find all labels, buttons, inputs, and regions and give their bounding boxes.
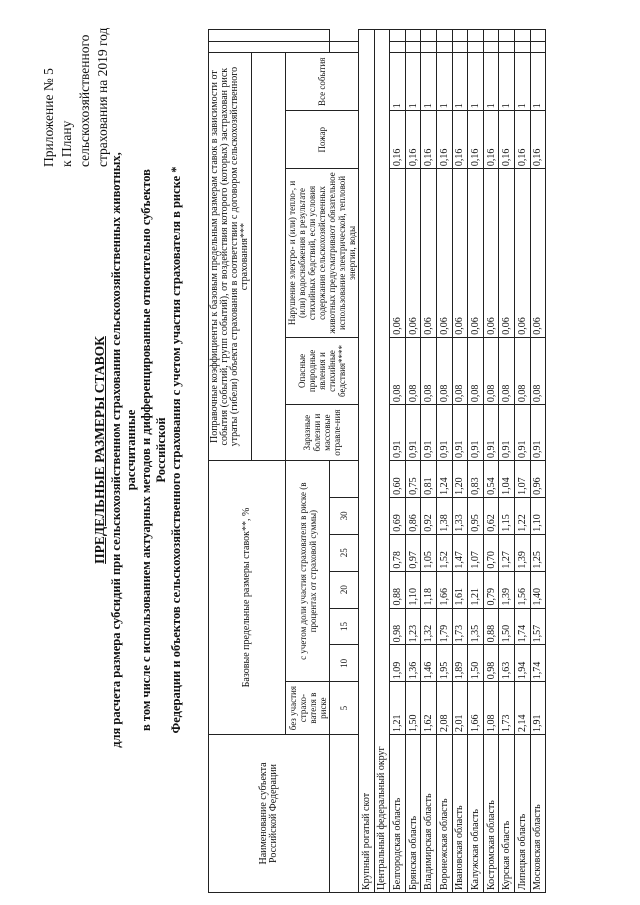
document-title <box>92 140 184 760</box>
cell-s20: 1,07 <box>468 534 484 571</box>
cell-empty <box>452 41 468 53</box>
cell-empty <box>499 30 515 42</box>
cell-s5: 1,94 <box>514 645 530 682</box>
cell-base: 2,14 <box>514 682 530 735</box>
header-fire: Пожар <box>286 111 359 169</box>
cell-base: 1,50 <box>405 682 421 735</box>
cell-s5: 1,74 <box>530 645 546 682</box>
cell-s20: 0,70 <box>483 534 499 571</box>
cell-util: 0,06 <box>436 169 452 338</box>
cell-s15: 1,21 <box>468 571 484 608</box>
cell-s5: 1,46 <box>421 645 437 682</box>
cell-s10: 1,35 <box>468 608 484 645</box>
cell-all: 1 <box>499 53 515 111</box>
cell-dis: 0,91 <box>483 405 499 461</box>
header-without-participation: без участия страхо-вателя в риске <box>286 682 330 735</box>
cell-empty <box>530 41 546 53</box>
cell-s5: 1,50 <box>468 645 484 682</box>
cell-s30: 0,54 <box>483 461 499 498</box>
cell-all: 1 <box>530 53 546 111</box>
cell-s5: 1,09 <box>390 645 406 682</box>
cell-name: Калужская область <box>468 734 484 892</box>
cell-name: Курская область <box>499 734 515 892</box>
table-row <box>483 30 499 893</box>
cell-all: 1 <box>452 53 468 111</box>
title-main: ПРЕДЕЛЬНЫЕ РАЗМЕРЫ СТАВОК <box>92 336 107 564</box>
header-share-25: 25 <box>330 534 359 571</box>
header-extra-2 <box>209 30 330 42</box>
cell-name: Брянская область <box>405 734 421 892</box>
cell-dis: 0,91 <box>530 405 546 461</box>
appendix-line-1: Приложение № 5 <box>41 68 56 167</box>
cell-util: 0,06 <box>468 169 484 338</box>
cell-haz: 0,08 <box>530 337 546 404</box>
cell-haz: 0,08 <box>452 337 468 404</box>
cell-s10: 1,73 <box>452 608 468 645</box>
cell-s10: 1,23 <box>405 608 421 645</box>
cell-empty <box>452 30 468 42</box>
header-extra-1 <box>209 41 330 53</box>
cell-name: Воронежская область <box>436 734 452 892</box>
title-sub-1: для расчета размера субсидий при сельскохозяйственном страховании сельскохозяйственных животных, рассчитанные <box>109 152 138 748</box>
cell-all: 1 <box>483 53 499 111</box>
cell-s25: 1,10 <box>530 497 546 534</box>
cell-s15: 0,79 <box>483 571 499 608</box>
cell-s25: 0,86 <box>405 497 421 534</box>
cell-empty <box>530 30 546 42</box>
cell-s20: 1,25 <box>530 534 546 571</box>
cell-s15: 1,10 <box>405 571 421 608</box>
cell-empty <box>421 30 437 42</box>
title-sub-2: в том числе с использованием актуарных методов и дифференцированные относительно субъектов Российской <box>139 169 168 731</box>
cell-s20: 1,47 <box>452 534 468 571</box>
cell-s10: 1,57 <box>530 608 546 645</box>
cell-s15: 1,61 <box>452 571 468 608</box>
cell-s10: 0,88 <box>483 608 499 645</box>
cell-name: Ивановская область <box>452 734 468 892</box>
cell-s30: 1,04 <box>499 461 515 498</box>
cell-name: Владимирская область <box>421 734 437 892</box>
header-share-15: 15 <box>330 608 359 645</box>
cell-name: Костромская область <box>483 734 499 892</box>
cell-s5: 1,95 <box>436 645 452 682</box>
cell-s10: 1,50 <box>499 608 515 645</box>
cell-util: 0,06 <box>483 169 499 338</box>
cell-empty <box>514 30 530 42</box>
cell-haz: 0,08 <box>390 337 406 404</box>
cell-dis: 0,91 <box>405 405 421 461</box>
cell-haz: 0,08 <box>499 337 515 404</box>
table-row <box>514 30 530 893</box>
cell-haz: 0,08 <box>514 337 530 404</box>
cell-empty <box>405 30 421 42</box>
cell-s20: 1,39 <box>514 534 530 571</box>
cell-s25: 0,62 <box>483 497 499 534</box>
cell-all: 1 <box>514 53 530 111</box>
header-share-10: 10 <box>330 645 359 682</box>
cell-empty <box>436 41 452 53</box>
cell-fire: 0,16 <box>530 111 546 169</box>
cell-s5: 1,89 <box>452 645 468 682</box>
cell-fire: 0,16 <box>468 111 484 169</box>
appendix-line-3: страхования на 2019 год <box>95 27 110 167</box>
table-row <box>390 30 406 893</box>
cell-s25: 1,38 <box>436 497 452 534</box>
header-spacer <box>330 41 359 53</box>
cell-fire: 0,16 <box>514 111 530 169</box>
cell-s5: 1,63 <box>499 645 515 682</box>
cell-s15: 1,18 <box>421 571 437 608</box>
cell-util: 0,06 <box>499 169 515 338</box>
cell-empty <box>436 30 452 42</box>
cell-fire: 0,16 <box>499 111 515 169</box>
cell-dis: 0,91 <box>421 405 437 461</box>
cell-s20: 1,27 <box>499 534 515 571</box>
header-diseases: Заразные болезни и массовые отравле-ния <box>286 405 359 461</box>
cell-empty <box>405 41 421 53</box>
cell-s30: 0,60 <box>390 461 406 498</box>
cell-util: 0,06 <box>530 169 546 338</box>
cell-dis: 0,91 <box>514 405 530 461</box>
cell-fire: 0,16 <box>483 111 499 169</box>
cell-empty <box>390 30 406 42</box>
cell-s20: 1,52 <box>436 534 452 571</box>
cell-base: 2,01 <box>452 682 468 735</box>
cell-util: 0,06 <box>452 169 468 338</box>
cell-s15: 1,39 <box>499 571 515 608</box>
cell-base: 1,62 <box>421 682 437 735</box>
header-share-5: 5 <box>330 682 359 735</box>
rates-table <box>208 29 546 893</box>
header-with-participation: с учетом доли участия страхователя в риске (в процентах от страховой суммы) <box>286 461 330 682</box>
cell-fire: 0,16 <box>436 111 452 169</box>
table-row <box>436 30 452 893</box>
cell-s30: 0,83 <box>468 461 484 498</box>
cell-haz: 0,08 <box>421 337 437 404</box>
table-row <box>452 30 468 893</box>
table-row <box>421 30 437 893</box>
section-central-district: Центральный федеральный округ <box>374 30 390 893</box>
cell-s25: 1,22 <box>514 497 530 534</box>
cell-haz: 0,08 <box>436 337 452 404</box>
cell-empty <box>468 41 484 53</box>
cell-haz: 0,08 <box>405 337 421 404</box>
cell-all: 1 <box>421 53 437 111</box>
cell-haz: 0,08 <box>483 337 499 404</box>
header-share-20: 20 <box>330 571 359 608</box>
cell-util: 0,06 <box>421 169 437 338</box>
table-row <box>468 30 484 893</box>
cell-s15: 1,66 <box>436 571 452 608</box>
cell-s30: 1,20 <box>452 461 468 498</box>
cell-s30: 0,81 <box>421 461 437 498</box>
cell-base: 1,73 <box>499 682 515 735</box>
cell-fire: 0,16 <box>390 111 406 169</box>
appendix-line-2: к Плану сельскохозяйственного <box>59 34 92 167</box>
cell-empty <box>468 30 484 42</box>
header-share-30: 30 <box>330 497 359 534</box>
cell-s25: 1,33 <box>452 497 468 534</box>
header-spacer <box>330 734 359 892</box>
table-row <box>530 30 546 893</box>
header-hazards: Опасные природные явления и стихийные бедствия**** <box>286 337 359 404</box>
cell-s5: 0,98 <box>483 645 499 682</box>
cell-s10: 1,79 <box>436 608 452 645</box>
cell-base: 1,66 <box>468 682 484 735</box>
cell-fire: 0,16 <box>421 111 437 169</box>
cell-s30: 1,24 <box>436 461 452 498</box>
cell-s25: 1,15 <box>499 497 515 534</box>
cell-name: Белгородская область <box>390 734 406 892</box>
section-cattle: Крупный рогатый скот <box>359 30 375 893</box>
cell-s30: 0,75 <box>405 461 421 498</box>
cell-s25: 0,69 <box>390 497 406 534</box>
header-coefficients: Поправочные коэффициенты к базовым предельным размерам ставок в зависимости от события (событий, групп событий), от воздействия которого (которых) застрахован риск утраты (гибели) объекта страхования в соответствии с договором сельскохозяйственного страхования*** <box>209 53 252 461</box>
cell-empty <box>514 41 530 53</box>
header-region: Наименование субъекта Российской Федерации <box>209 734 330 892</box>
cell-s10: 1,32 <box>421 608 437 645</box>
cell-all: 1 <box>468 53 484 111</box>
cell-name: Липецкая область <box>514 734 530 892</box>
cell-s30: 0,96 <box>530 461 546 498</box>
cell-s5: 1,36 <box>405 645 421 682</box>
cell-s10: 1,74 <box>514 608 530 645</box>
cell-empty <box>499 41 515 53</box>
cell-s25: 0,95 <box>468 497 484 534</box>
cell-empty <box>390 41 406 53</box>
cell-base: 1,08 <box>483 682 499 735</box>
cell-haz: 0,08 <box>468 337 484 404</box>
cell-fire: 0,16 <box>452 111 468 169</box>
cell-empty <box>421 41 437 53</box>
cell-s20: 0,78 <box>390 534 406 571</box>
cell-dis: 0,91 <box>499 405 515 461</box>
cell-name: Московская область <box>530 734 546 892</box>
cell-dis: 0,91 <box>390 405 406 461</box>
cell-empty <box>483 41 499 53</box>
cell-dis: 0,91 <box>468 405 484 461</box>
header-base-rates: Базовые предельные размеры ставок**, % <box>209 461 286 735</box>
table-row <box>499 30 515 893</box>
cell-all: 1 <box>436 53 452 111</box>
table-row <box>405 30 421 893</box>
cell-all: 1 <box>405 53 421 111</box>
cell-s20: 0,97 <box>405 534 421 571</box>
cell-util: 0,06 <box>390 169 406 338</box>
cell-s20: 1,05 <box>421 534 437 571</box>
cell-util: 0,06 <box>405 169 421 338</box>
cell-dis: 0,91 <box>452 405 468 461</box>
cell-dis: 0,91 <box>436 405 452 461</box>
title-sub-3: Федерации и объектов сельскохозяйственного страхования с учетом участия страхователя в риске * <box>169 166 183 734</box>
cell-base: 2,08 <box>436 682 452 735</box>
cell-base: 1,21 <box>390 682 406 735</box>
cell-s30: 1,07 <box>514 461 530 498</box>
cell-s25: 0,92 <box>421 497 437 534</box>
cell-base: 1,91 <box>530 682 546 735</box>
cell-empty <box>483 30 499 42</box>
header-utilities: Нарушение электро- и (или) тепло-, и (или) водоснабжения в результате стихийных бедствий, если условия содержания сельскохозяйственных животных предусматривают обязательное использование электрической, тепловой энергии, воды <box>286 169 359 338</box>
cell-all: 1 <box>390 53 406 111</box>
header-spacer <box>330 461 359 498</box>
cell-s15: 1,40 <box>530 571 546 608</box>
cell-fire: 0,16 <box>405 111 421 169</box>
cell-util: 0,06 <box>514 169 530 338</box>
cell-s15: 0,88 <box>390 571 406 608</box>
header-all-events: Все события <box>286 53 359 111</box>
cell-s15: 1,56 <box>514 571 530 608</box>
cell-s10: 0,98 <box>390 608 406 645</box>
